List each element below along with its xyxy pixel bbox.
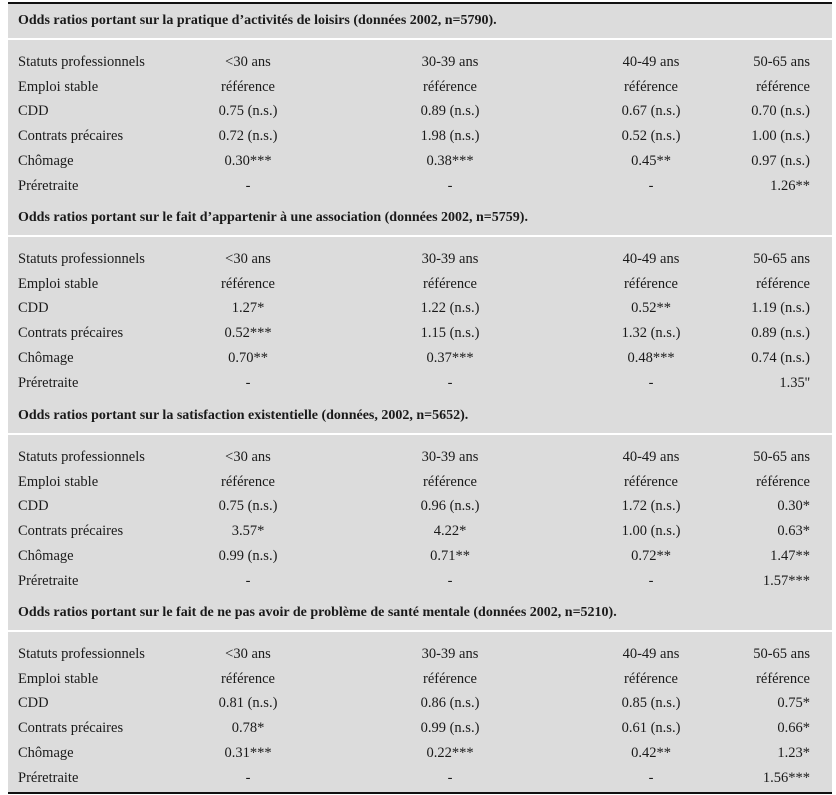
table-row (8, 346, 832, 370)
cell-age-30-39: référence (423, 670, 477, 687)
header-status-label: Statuts professionnels (18, 449, 145, 465)
cell-age-30-39: 0.22*** (426, 744, 474, 761)
cell-age-under-30: 0.70** (228, 349, 268, 366)
header-row (8, 445, 832, 469)
section-divider (8, 38, 832, 40)
table-row (8, 75, 832, 99)
header-age-50-65: 50-65 ans (753, 54, 810, 70)
cell-age-40-49: 0.72** (631, 547, 671, 564)
cell-status-label: Préretraite (18, 177, 79, 194)
cell-age-50-65: 0.30* (777, 498, 810, 515)
cell-age-40-49: 0.52 (n.s.) (621, 128, 681, 145)
cell-age-under-30: 0.75 (n.s.) (218, 498, 278, 515)
header-status-label: Statuts professionnels (18, 646, 145, 662)
cell-age-50-65: 0.63* (777, 523, 810, 540)
cell-age-30-39: - (447, 769, 453, 786)
cell-age-50-65: 1.35'' (779, 374, 810, 391)
header-status-label: Statuts professionnels (18, 54, 145, 70)
cell-age-under-30: 0.99 (n.s.) (218, 547, 278, 564)
table-row (8, 741, 832, 765)
cell-age-40-49: - (648, 769, 654, 786)
cell-age-50-65: référence (756, 670, 810, 687)
cell-age-30-39: référence (423, 473, 477, 490)
cell-age-under-30: 3.57* (231, 523, 265, 540)
cell-age-50-65: 1.26** (770, 177, 810, 194)
cell-age-30-39: 4.22* (433, 523, 467, 540)
cell-age-under-30: 0.81 (n.s.) (218, 695, 278, 712)
table-row (8, 569, 832, 593)
cell-age-under-30: - (245, 769, 251, 786)
cell-age-40-49: 1.72 (n.s.) (621, 498, 681, 515)
cell-age-40-49: - (648, 177, 654, 194)
cell-status-label: Préretraite (18, 374, 79, 391)
cell-age-40-49: - (648, 572, 654, 589)
cell-status-label: Contrats précaires (18, 720, 124, 737)
cell-age-40-49: référence (624, 670, 678, 687)
cell-status-label: CDD (18, 695, 49, 712)
cell-age-50-65: 1.57*** (762, 572, 810, 589)
cell-age-40-49: - (648, 374, 654, 391)
cell-age-40-49: 1.00 (n.s.) (621, 523, 681, 540)
cell-age-30-39: 1.98 (n.s.) (420, 128, 480, 145)
section-divider (8, 630, 832, 632)
section-title: Odds ratios portant sur la pratique d’activités de loisirs (données 2002, n=5790). (18, 13, 497, 28)
cell-age-50-65: 0.70 (n.s.) (751, 103, 810, 120)
cell-age-50-65: 1.19 (n.s.) (751, 300, 810, 317)
cell-age-50-65: 0.74 (n.s.) (751, 349, 810, 366)
cell-age-30-39: 0.96 (n.s.) (420, 498, 480, 515)
table-row (8, 667, 832, 691)
cell-age-50-65: 0.89 (n.s.) (751, 325, 810, 342)
cell-age-40-49: 0.67 (n.s.) (621, 103, 681, 120)
table-row (8, 174, 832, 198)
cell-age-50-65: référence (756, 275, 810, 292)
cell-age-under-30: référence (221, 275, 275, 292)
cell-age-40-49: 0.42** (631, 744, 671, 761)
cell-status-label: Chômage (18, 152, 74, 169)
cell-age-30-39: - (447, 374, 453, 391)
cell-age-40-49: référence (624, 78, 678, 95)
cell-age-40-49: 0.52** (631, 300, 671, 317)
cell-age-50-65: 0.75* (777, 695, 810, 712)
table-row (8, 494, 832, 518)
table-row (8, 321, 832, 345)
cell-age-30-39: référence (423, 78, 477, 95)
cell-status-label: Chômage (18, 744, 74, 761)
cell-age-40-49: 0.85 (n.s.) (621, 695, 681, 712)
cell-age-30-39: 0.86 (n.s.) (420, 695, 480, 712)
header-age-50-65: 50-65 ans (753, 449, 810, 465)
header-age-40-49: 40-49 ans (622, 646, 680, 662)
cell-age-30-39: 0.99 (n.s.) (420, 720, 480, 737)
cell-age-under-30: 0.52*** (224, 325, 272, 342)
cell-age-under-30: référence (221, 670, 275, 687)
table-row (8, 766, 832, 790)
cell-age-50-65: 0.97 (n.s.) (751, 152, 810, 169)
cell-age-under-30: 0.31*** (224, 744, 272, 761)
table-row (8, 124, 832, 148)
cell-age-under-30: - (245, 177, 251, 194)
odds-ratio-table (8, 2, 832, 794)
cell-status-label: Emploi stable (18, 670, 99, 687)
header-age-50-65: 50-65 ans (753, 251, 810, 267)
cell-age-under-30: 0.75 (n.s.) (218, 103, 278, 120)
cell-status-label: CDD (18, 300, 49, 317)
cell-age-30-39: 0.71** (430, 547, 470, 564)
header-age-under-30: <30 ans (225, 251, 271, 267)
section-divider (8, 235, 832, 237)
cell-age-40-49: 0.48*** (627, 349, 675, 366)
table-row (8, 371, 832, 395)
header-age-30-39: 30-39 ans (421, 646, 479, 662)
table-row (8, 519, 832, 543)
cell-age-30-39: 0.37*** (426, 349, 474, 366)
section-title: Odds ratios portant sur la satisfaction existentielle (données, 2002, n=5652). (18, 408, 469, 423)
cell-age-under-30: 1.27* (231, 300, 265, 317)
cell-status-label: Emploi stable (18, 473, 99, 490)
cell-age-40-49: 1.32 (n.s.) (621, 325, 681, 342)
cell-age-under-30: - (245, 374, 251, 391)
section-title: Odds ratios portant sur le fait d’appartenir à une association (données 2002, n=5759). (18, 210, 528, 225)
header-age-under-30: <30 ans (225, 646, 271, 662)
cell-status-label: Contrats précaires (18, 128, 124, 145)
cell-age-50-65: 0.66* (777, 720, 810, 737)
header-age-40-49: 40-49 ans (622, 251, 680, 267)
header-age-40-49: 40-49 ans (622, 54, 680, 70)
table-row (8, 296, 832, 320)
header-status-label: Statuts professionnels (18, 251, 145, 267)
cell-status-label: CDD (18, 498, 49, 515)
cell-age-under-30: référence (221, 78, 275, 95)
cell-status-label: Chômage (18, 349, 74, 366)
cell-age-40-49: référence (624, 473, 678, 490)
table-row (8, 99, 832, 123)
cell-status-label: CDD (18, 103, 49, 120)
cell-age-50-65: 1.47** (770, 547, 810, 564)
cell-age-40-49: référence (624, 275, 678, 292)
header-row (8, 50, 832, 74)
cell-age-50-65: 1.23* (777, 744, 810, 761)
cell-age-50-65: référence (756, 78, 810, 95)
cell-age-under-30: 0.72 (n.s.) (218, 128, 278, 145)
cell-age-30-39: 0.38*** (426, 152, 474, 169)
header-age-under-30: <30 ans (225, 54, 271, 70)
table-row (8, 149, 832, 173)
cell-age-50-65: référence (756, 473, 810, 490)
table-row (8, 470, 832, 494)
header-age-50-65: 50-65 ans (753, 646, 810, 662)
cell-age-30-39: 1.15 (n.s.) (420, 325, 480, 342)
table-row (8, 691, 832, 715)
header-age-40-49: 40-49 ans (622, 449, 680, 465)
cell-age-50-65: 1.56*** (762, 769, 810, 786)
header-age-30-39: 30-39 ans (421, 449, 479, 465)
cell-age-30-39: - (447, 177, 453, 194)
cell-status-label: Contrats précaires (18, 325, 124, 342)
table-row (8, 544, 832, 568)
cell-age-30-39: 1.22 (n.s.) (420, 300, 480, 317)
cell-status-label: Contrats précaires (18, 523, 124, 540)
cell-age-under-30: 0.30*** (224, 152, 272, 169)
cell-status-label: Préretraite (18, 572, 79, 589)
cell-age-under-30: - (245, 572, 251, 589)
table-row (8, 716, 832, 740)
cell-age-40-49: 0.61 (n.s.) (621, 720, 681, 737)
header-age-30-39: 30-39 ans (421, 54, 479, 70)
cell-status-label: Préretraite (18, 769, 79, 786)
cell-age-40-49: 0.45** (631, 152, 671, 169)
section-divider (8, 433, 832, 435)
header-age-under-30: <30 ans (225, 449, 271, 465)
header-age-30-39: 30-39 ans (421, 251, 479, 267)
cell-status-label: Emploi stable (18, 275, 99, 292)
cell-age-under-30: 0.78* (231, 720, 265, 737)
cell-age-50-65: 1.00 (n.s.) (751, 128, 810, 145)
cell-age-30-39: 0.89 (n.s.) (420, 103, 480, 120)
section-title: Odds ratios portant sur le fait de ne pas avoir de problème de santé mentale (données 2002, n=5210). (18, 605, 617, 620)
header-row (8, 642, 832, 666)
cell-status-label: Chômage (18, 547, 74, 564)
cell-age-30-39: référence (423, 275, 477, 292)
cell-status-label: Emploi stable (18, 78, 99, 95)
cell-age-30-39: - (447, 572, 453, 589)
cell-age-under-30: référence (221, 473, 275, 490)
header-row (8, 247, 832, 271)
table-row (8, 272, 832, 296)
